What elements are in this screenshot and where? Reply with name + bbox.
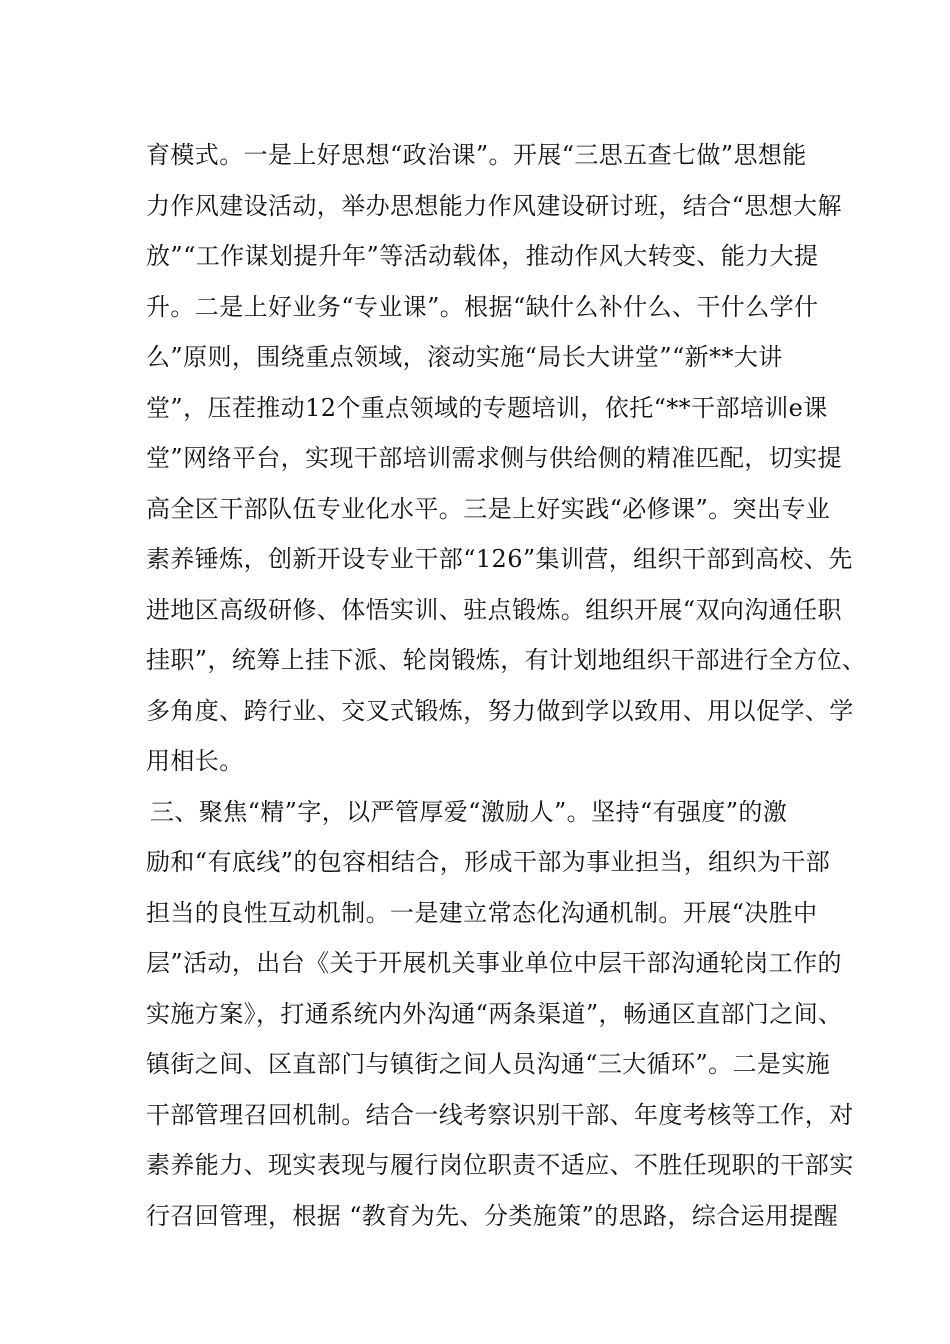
text-line: 高全区干部队伍专业化水平。三是上好实践“必修课”。突出专业 bbox=[146, 494, 831, 523]
text-line: 育模式。一是上好思想“政治课”。开展“三思五查七做”思想能 bbox=[146, 141, 807, 169]
text-line: 担当的良性互动机制。一是建立常态化沟通机制。开展“决胜中 bbox=[146, 898, 818, 927]
text-line: 励和“有底线”的包容相结合，形成干部为事业担当，组织为干部 bbox=[146, 848, 831, 876]
text-line: 进地区高级研修、体悟实训、驻点锻炼。组织开展“双向沟通任职 bbox=[146, 595, 842, 624]
text-line: 素养能力、现实表现与履行岗位职责不适应、不胜任现职的干部实 bbox=[146, 1151, 854, 1179]
section-heading-line: 三、聚焦“精”字，以严管厚爱“激励人”。坚持“有强度”的激 bbox=[150, 797, 788, 826]
text-line: 升。二是上好业务“专业课”。根据“缺什么补什么、干什么学什 bbox=[146, 292, 819, 321]
text-line: 镇街之间、区直部门与镇街之间人员沟通“三大循环”。二是实施 bbox=[146, 1050, 831, 1078]
text-line: 堂”网络平台，实现干部培训需求侧与供给侧的精准匹配，切实提 bbox=[146, 444, 842, 472]
text-line: 用相长。 bbox=[146, 747, 244, 775]
body-text bbox=[146, 130, 867, 1241]
text-line: 力作风建设活动，举办思想能力作风建设研讨班，结合“思想大解 bbox=[146, 191, 842, 220]
text-line: 堂”，压茬推动12个重点领域的专题培训，依托“**干部培训e课 bbox=[146, 393, 828, 422]
text-line: 素养锤炼，创新开设专业干部“126”集训营，组织干部到高校、先 bbox=[146, 545, 853, 573]
text-line: 层”活动，出台《关于开展机关事业单位中层干部沟通轮岗工作的 bbox=[146, 949, 842, 977]
text-line: 挂职”，统筹上挂下派、轮岗锻炼，有计划地组织干部进行全方位、 bbox=[146, 646, 867, 674]
text-line: 多角度、跨行业、交叉式锻炼，努力做到学以致用、用以促学、学 bbox=[146, 696, 854, 725]
text-line: 实施方案》，打通系统内外沟通“两条渠道”，畅通区直部门之间、 bbox=[146, 999, 843, 1028]
text-line: 么”原则，围绕重点领域，滚动实施“局长大讲堂”“新**大讲 bbox=[146, 343, 783, 371]
text-line: 干部管理召回机制。结合一线考察识别干部、年度考核等工作，对 bbox=[146, 1100, 854, 1129]
text-line: 行召回管理，根据 “教育为先、分类施策”的思路，综合运用提醒 bbox=[146, 1201, 839, 1230]
text-line: 放”“工作谋划提升年”等活动载体，推动作风大转变、能力大提 bbox=[146, 242, 819, 270]
